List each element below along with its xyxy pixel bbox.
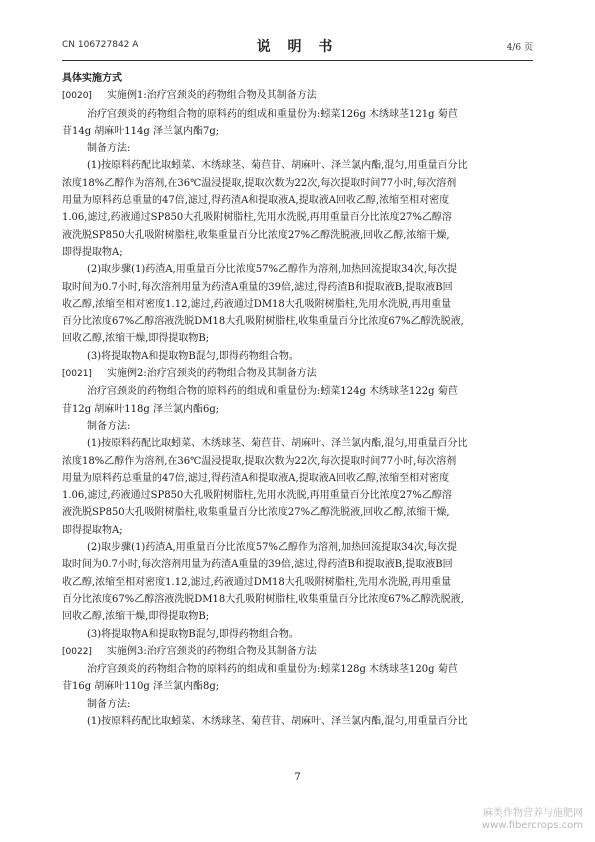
text-line: 苷14g 胡麻叶114g 泽兰氯内酯7g; — [62, 125, 220, 137]
text-line: 液洗脱SP850大孔吸附树脂柱,收集重量百分比浓度27%乙醇洗脱液,回收乙醇,浓缩干燥, — [62, 507, 450, 519]
text-line: 苷12g 胡麻叶118g 泽兰氯内酯6g; — [62, 403, 220, 415]
text-line: 收乙醇,浓缩至相对密度1.12,滤过,药液通过DM18大孔吸附树脂柱,先用水洗脱,再用重量 — [62, 576, 452, 588]
text-line: (2)取步骤(1)药渣A,用重量百分比浓度57%乙醇作为溶剂,加热回流提取34次,每次提 — [87, 542, 458, 554]
paragraph-number: [0021] — [62, 369, 92, 380]
text-line: 制备方法: — [87, 420, 131, 432]
text-line — [62, 643, 533, 661]
example-title: 实施例1:治疗宫颈炎的药物组合物及其制备方法 — [107, 90, 317, 102]
paragraph-heading — [62, 365, 533, 383]
text-line: 苷16g 胡麻叶110g 泽兰氯内酯8g; — [62, 681, 220, 693]
text-line: (1)按原料药配比取蚓菜、木绣球茎、菊苣苷、胡麻叶、泽兰氯内酯,混匀,用重量百分比 — [87, 438, 468, 450]
paragraph-body — [62, 383, 533, 642]
text-line: 即得提取物A; — [62, 246, 123, 258]
document-body — [62, 70, 533, 730]
text-line: 制备方法: — [87, 143, 131, 155]
text-line: 百分比浓度67%乙醇溶液洗脱DM18大孔吸附树脂柱,收集重量百分比浓度67%乙醇洗脱液, — [62, 316, 464, 328]
text-line: 浓度18%乙醇作为溶剂,在36℃温浸提取,提取次数为22次,每次提取时间77小时,每次溶剂 — [62, 455, 457, 467]
text-line: 1.06,滤过,药液通过SP850大孔吸附树脂柱,先用水洗脱,再用重量百分比浓度27%乙醇溶 — [62, 212, 452, 224]
text-line: 用量为原料药总重量的47倍,滤过,得药渣A和提取液A,提取液A回收乙醇,浓缩至相对密度 — [62, 195, 450, 207]
watermark — [482, 808, 583, 832]
text-line: (3)将提取物A和提取物B混匀,即得药物组合物。 — [87, 628, 299, 640]
watermark-url: www.fibercrops.com — [481, 820, 583, 831]
example-title: 实施例2:治疗宫颈炎的药物组合物及其制备方法 — [107, 368, 317, 380]
text-line: 百分比浓度67%乙醇溶液洗脱DM18大孔吸附树脂柱,收集重量百分比浓度67%乙醇洗脱液, — [62, 593, 464, 605]
text-line: 液洗脱SP850大孔吸附树脂柱,收集重量百分比浓度27%乙醇洗脱液,回收乙醇,浓缩干燥, — [62, 229, 450, 241]
page-number: 7 — [294, 772, 301, 783]
text-line: 取时间为0.7小时,每次溶剂用量为药渣A重量的39倍,滤过,得药渣B和提取液B,提取液B回 — [62, 559, 453, 571]
section-title: 具体实施方式 — [62, 73, 122, 84]
paragraph-body — [62, 661, 533, 730]
page-of-total: 4/6 页 — [506, 43, 533, 53]
page-header — [62, 38, 533, 56]
paragraph-number: [0020] — [62, 91, 92, 102]
text-line: 收乙醇,浓缩至相对密度1.12,滤过,药液通过DM18大孔吸附树脂柱,先用水洗脱,再用重量 — [62, 298, 452, 310]
text-line: 回收乙醇,浓缩干燥,即得提取物B; — [62, 611, 210, 623]
document-id: CN 106727842 A — [62, 40, 139, 50]
text-line: (2)取步骤(1)药渣A,用重量百分比浓度57%乙醇作为溶剂,加热回流提取34次,每次提 — [87, 264, 458, 276]
text-line: (1)按原料药配比取蚓菜、木绣球茎、菊苣苷、胡麻叶、泽兰氯内酯,混匀,用重量百分比 — [87, 160, 468, 172]
text-line: (1)按原料药配比取蚓菜、木绣球茎、菊苣苷、胡麻叶、泽兰氯内酯,混匀,用重量百分比 — [87, 715, 468, 727]
text-line — [62, 87, 533, 105]
text-line: (3)将提取物A和提取物B混匀,即得药物组合物。 — [87, 350, 299, 362]
text-line: 取时间为0.7小时,每次溶剂用量为药渣A重量的39倍,滤过,得药渣B和提取液B,提取液B回 — [62, 281, 453, 293]
paragraph-heading — [62, 87, 533, 105]
header-divider — [62, 60, 533, 61]
text-line: 1.06,滤过,药液通过SP850大孔吸附树脂柱,先用水洗脱,再用重量百分比浓度27%乙醇溶 — [62, 490, 452, 502]
example-title: 实施例3:治疗宫颈炎的药物组合物及其制备方法 — [107, 645, 317, 657]
text-line: 回收乙醇,浓缩干燥,即得提取物B; — [62, 333, 210, 345]
text-line: 用量为原料药总重量的47倍,滤过,得药渣A和提取液A,提取液A回收乙醇,浓缩至相对密度 — [62, 472, 450, 484]
paragraph-number: [0022] — [62, 646, 92, 657]
document-title: 说 明 书 — [256, 39, 339, 55]
text-line: 治疗宫颈炎的药物组合物的原料药的组成和重量份为:蚓菜128g 木绣球茎120g 菊苣 — [87, 664, 458, 676]
text-line: 治疗宫颈炎的药物组合物的原料药的组成和重量份为:蚓菜124g 木绣球茎122g 菊苣 — [87, 386, 458, 398]
watermark-title: 麻类作物营养与施肥网 — [483, 808, 583, 819]
text-line: 浓度18%乙醇作为溶剂,在36℃温浸提取,提取次数为22次,每次提取时间77小时,每次溶剂 — [62, 177, 457, 189]
paragraph-heading — [62, 643, 533, 661]
text-line: 制备方法: — [87, 698, 131, 710]
text-line: 治疗宫颈炎的药物组合物的原料药的组成和重量份为:蚓菜126g 木绣球茎121g 菊苣 — [87, 108, 458, 120]
paragraph-body — [62, 106, 533, 365]
text-line — [62, 365, 533, 383]
text-line: 即得提取物A; — [62, 524, 123, 536]
